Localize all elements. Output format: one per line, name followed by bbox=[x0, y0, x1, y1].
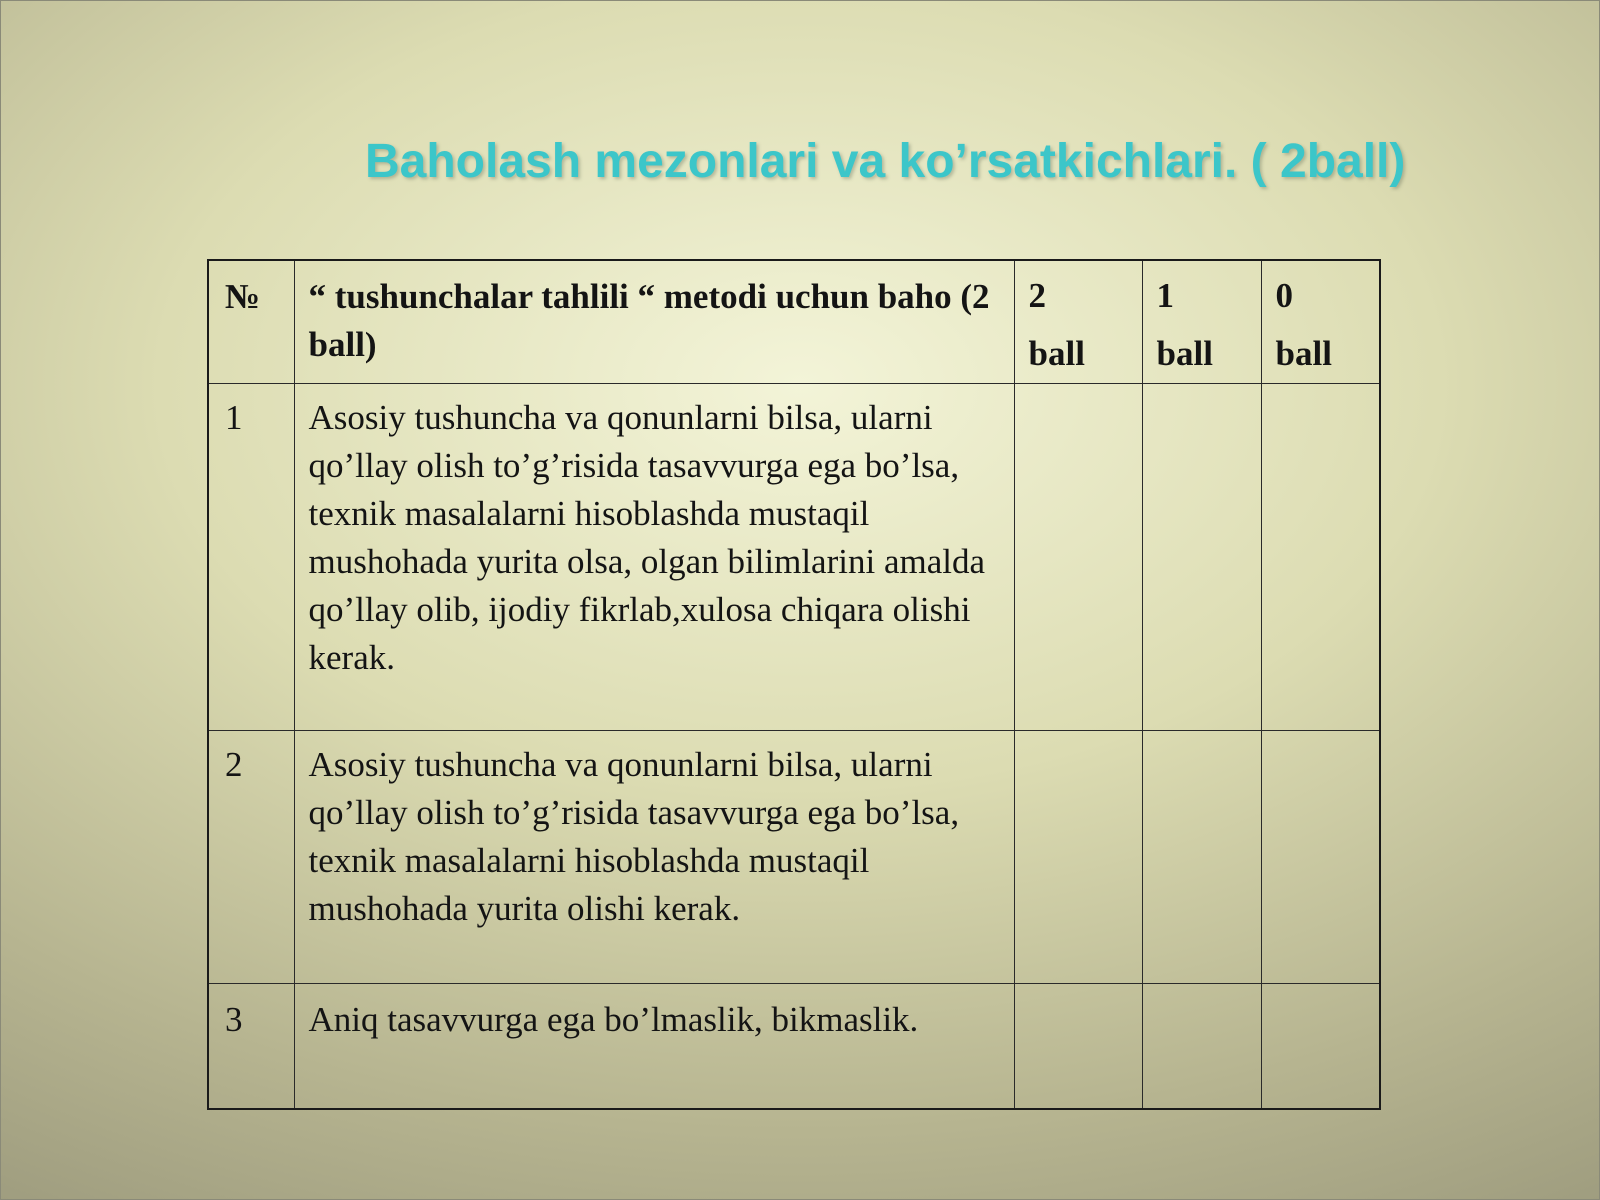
header-number-cell: № bbox=[208, 260, 294, 384]
row-score-2-cell bbox=[1014, 384, 1142, 731]
row-score-2-cell bbox=[1014, 984, 1142, 1109]
header-score-0-cell bbox=[1261, 260, 1380, 384]
header-score-1-cell bbox=[1142, 260, 1261, 384]
row-score-0-cell bbox=[1261, 731, 1380, 984]
slide-title: Baholash mezonlari va ko’rsatkichlari. ( 2ball) bbox=[365, 135, 1406, 188]
row-number-cell: 2 bbox=[208, 731, 294, 984]
score-value: 1 bbox=[1156, 276, 1174, 315]
row-criteria-text: Aniq tasavvurga ega bo’lmaslik, bikmaslik. bbox=[294, 984, 1014, 1109]
score-unit: ball bbox=[1275, 334, 1332, 373]
row-number-cell: 1 bbox=[208, 384, 294, 731]
row-number-cell: 3 bbox=[208, 984, 294, 1109]
score-value: 2 bbox=[1028, 276, 1046, 315]
score-unit: ball bbox=[1028, 334, 1085, 373]
header-score-2-cell bbox=[1014, 260, 1142, 384]
row-score-2-cell bbox=[1014, 731, 1142, 984]
row-score-0-cell bbox=[1261, 984, 1380, 1109]
table-row bbox=[208, 984, 1380, 1109]
row-score-1-cell bbox=[1142, 984, 1261, 1109]
criteria-table bbox=[207, 259, 1381, 1110]
table-row bbox=[208, 731, 1380, 984]
table-row bbox=[208, 384, 1380, 731]
header-criteria-cell: “ tushunchalar tahlili “ metodi uchun baho (2 ball) bbox=[294, 260, 1014, 384]
row-criteria-text: Asosiy tushuncha va qonunlarni bilsa, ularni qo’llay olish to’g’risida tasavvurga ega bo’lsa, texnik masalalarni hisoblashda mustaqil mushohada yurita olishi kerak. bbox=[294, 731, 1014, 984]
score-unit: ball bbox=[1156, 334, 1213, 373]
row-criteria-text: Asosiy tushuncha va qonunlarni bilsa, ularni qo’llay olish to’g’risida tasavvurga ega bo’lsa, texnik masalalarni hisoblashda mustaqil mushohada yurita olsa, olgan bilimlarini amalda qo’llay olib, ijodiy fikrlab,xulosa chiqara olishi kerak. bbox=[294, 384, 1014, 731]
row-score-1-cell bbox=[1142, 384, 1261, 731]
row-score-0-cell bbox=[1261, 384, 1380, 731]
row-score-1-cell bbox=[1142, 731, 1261, 984]
score-value: 0 bbox=[1275, 276, 1293, 315]
table-header-row bbox=[208, 260, 1380, 384]
